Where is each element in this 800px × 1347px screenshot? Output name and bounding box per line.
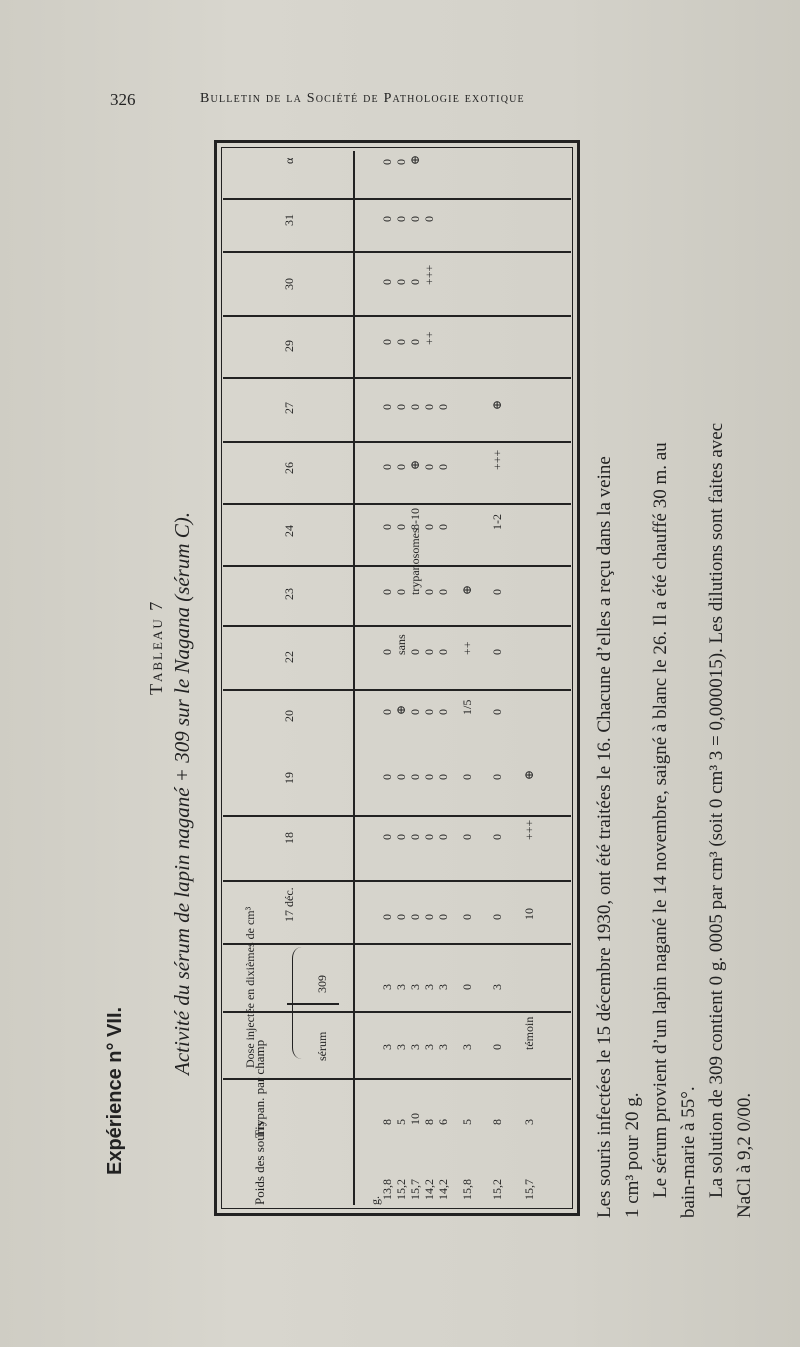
- table-cell: 0: [394, 159, 408, 165]
- table-divider: [223, 251, 571, 253]
- table-divider: [223, 377, 571, 379]
- header-serum: sérum: [315, 1031, 329, 1061]
- table-cell: 0: [436, 649, 450, 655]
- table-cell: 0: [380, 709, 394, 715]
- table-cell: 0: [436, 524, 450, 530]
- table-cell: 0: [380, 216, 394, 222]
- table-cell: 6: [436, 1119, 450, 1125]
- table-divider: [223, 880, 571, 882]
- header-dose: Dose injectée en dixièmes de cm³: [243, 906, 257, 1068]
- table-divider: [223, 503, 571, 505]
- table-cell: 0: [460, 984, 474, 990]
- table-cell: ⊕: [408, 459, 422, 470]
- table-cell: 0: [394, 774, 408, 780]
- table-cell: 0: [460, 834, 474, 840]
- table-cell: 8: [380, 1119, 394, 1125]
- table-cell: 0: [422, 524, 436, 530]
- table-cell: 0: [436, 774, 450, 780]
- table-cell: 15,7: [522, 1179, 536, 1200]
- table-cell: 0: [408, 339, 422, 345]
- experiment-heading: Expérience n° VII.: [104, 1006, 126, 1175]
- table-cell: 3: [380, 984, 394, 990]
- table-cell: ⊕: [460, 584, 474, 595]
- table-cell: 0: [380, 339, 394, 345]
- day-header: 31: [282, 214, 296, 226]
- table-cell: 0: [394, 834, 408, 840]
- table-cell: 10: [522, 908, 536, 920]
- table-cell: 0: [422, 404, 436, 410]
- table-cell: 3: [436, 1044, 450, 1050]
- table-cell: 1-2: [490, 514, 504, 530]
- day-header: 27: [282, 402, 296, 414]
- table-cell: 3: [380, 1044, 394, 1050]
- table-cell: 8: [490, 1119, 504, 1125]
- table-divider: [223, 565, 571, 567]
- table-cell: 0: [490, 914, 504, 920]
- table-cell: 0: [422, 216, 436, 222]
- table-cell: ⊕: [408, 154, 422, 165]
- table-cell: 0: [408, 649, 422, 655]
- table-cell: 0: [422, 709, 436, 715]
- table-cell: 8-10: [408, 508, 422, 530]
- table-cell: +++: [522, 819, 536, 840]
- paragraph-line: La solution de 309 contient 0 g. 0005 par cm³ (soit 0 cm³ 3 = 0,000015). Les dilutions sont faites avec: [706, 422, 727, 1198]
- table-title: Activité du sérum de lapin nagané + 309 sur le Nagana (sérum C).: [170, 511, 194, 1075]
- table-cell: 0: [394, 216, 408, 222]
- table-cell: 3: [460, 1044, 474, 1050]
- table-cell: +++: [422, 264, 436, 285]
- day-header: 24: [282, 525, 296, 537]
- table-cell: 15,2: [394, 1179, 408, 1200]
- header-trypan: Trypan. par champ: [252, 1039, 267, 1138]
- table-cell: 0: [380, 279, 394, 285]
- table-cell: 0: [394, 589, 408, 595]
- table-cell: 15,2: [490, 1179, 504, 1200]
- table-cell: 0: [490, 834, 504, 840]
- table-cell: 15,8: [460, 1179, 474, 1200]
- table-cell: 0: [422, 774, 436, 780]
- results-table: [214, 140, 580, 1216]
- paragraph-line: Les souris infectées le 15 décembre 1930, ont été traitées le 16. Chacune d’elles a reçu dans la veine: [594, 456, 615, 1218]
- day-header: 22: [282, 651, 296, 663]
- table-cell: 3: [522, 1119, 536, 1125]
- page-number: 326: [110, 90, 136, 109]
- table-divider: [223, 815, 571, 817]
- table-cell: ++: [460, 641, 474, 655]
- table-cell: ⊕: [522, 769, 536, 780]
- day-header: 30: [282, 278, 296, 290]
- table-cell: 0: [460, 774, 474, 780]
- table-cell: 1/5: [460, 699, 474, 715]
- table-label: Tableau 7: [146, 599, 166, 695]
- table-cell: 0: [490, 589, 504, 595]
- table-divider: [223, 1011, 571, 1013]
- paragraph-line: 1 cm³ pour 20 g.: [622, 1092, 643, 1218]
- unit-label: g.: [368, 1196, 382, 1205]
- table-cell: 0: [380, 834, 394, 840]
- table-cell: 0: [380, 404, 394, 410]
- table-divider: [223, 198, 571, 200]
- table-cell: 0: [380, 524, 394, 530]
- table-divider: [223, 315, 571, 317]
- table-cell: 0: [408, 914, 422, 920]
- paragraph-line: NaCl à 9,2 0/00.: [734, 1092, 755, 1218]
- table-cell: 0: [394, 464, 408, 470]
- table-cell: 5: [460, 1119, 474, 1125]
- table-cell: 0: [490, 649, 504, 655]
- table-cell: 3: [408, 984, 422, 990]
- table-cell: 0: [422, 649, 436, 655]
- paragraph-line: Le sérum provient d’un lapin nagané le 14 novembre, saigné à blanc le 26. Il a été chauffé 30 m. au: [650, 442, 671, 1198]
- table-cell: 0: [408, 834, 422, 840]
- table-cell: 0: [422, 834, 436, 840]
- table-cell: 13,8: [380, 1179, 394, 1200]
- day-header: 20: [282, 710, 296, 722]
- table-cell: 3: [394, 1044, 408, 1050]
- table-cell: 0: [436, 914, 450, 920]
- header-poids: Poids des souris: [252, 1121, 267, 1205]
- table-cell: 3: [394, 984, 408, 990]
- table-cell: 0: [408, 774, 422, 780]
- table-cell: 0: [380, 914, 394, 920]
- table-cell: 0: [408, 709, 422, 715]
- table-cell: 0: [408, 279, 422, 285]
- table-cell: 0: [408, 216, 422, 222]
- table-cell: 0: [380, 774, 394, 780]
- table-cell: 0: [490, 1044, 504, 1050]
- table-cell: 3: [422, 984, 436, 990]
- table-cell: 15,7: [408, 1179, 422, 1200]
- table-cell: témoin: [522, 1016, 536, 1050]
- day-header: 26: [282, 462, 296, 474]
- table-divider: [223, 441, 571, 443]
- table-cell: 3: [422, 1044, 436, 1050]
- table-cell: +++: [490, 449, 504, 470]
- table-cell: ++: [422, 331, 436, 345]
- table-cell: sans: [394, 634, 408, 655]
- running-header: Bulletin de la Société de Pathologie exotique: [200, 91, 525, 106]
- table-cell: 3: [408, 1044, 422, 1050]
- table-cell: 0: [408, 404, 422, 410]
- table-cell: 0: [436, 464, 450, 470]
- day-header: 17 déc.: [282, 887, 296, 922]
- table-divider: [223, 1078, 571, 1080]
- table-cell: 0: [380, 464, 394, 470]
- table-cell: 8: [422, 1119, 436, 1125]
- day-header: 23: [282, 588, 296, 600]
- table-cell: 0: [380, 649, 394, 655]
- day-header: 29: [282, 340, 296, 352]
- paragraph-line: bain-marie à 55°.: [678, 1086, 699, 1218]
- table-cell: 5: [394, 1119, 408, 1125]
- table-cell: ⊕: [490, 399, 504, 410]
- table-cell: 0: [436, 589, 450, 595]
- table-cell: 0: [436, 834, 450, 840]
- table-cell: 3: [490, 984, 504, 990]
- table-cell: 0: [380, 589, 394, 595]
- table-cell: 0: [460, 914, 474, 920]
- table-cell: trypanosomes: [408, 528, 422, 595]
- table-cell: 0: [422, 464, 436, 470]
- table-cell: 0: [490, 709, 504, 715]
- table-divider: [223, 943, 571, 945]
- table-header-rule: [353, 151, 355, 1205]
- table-cell: 14,2: [422, 1179, 436, 1200]
- day-header: 19: [282, 772, 296, 784]
- table-cell: 0: [436, 404, 450, 410]
- table-cell: 0: [394, 404, 408, 410]
- table-divider: [223, 625, 571, 627]
- table-cell: 10: [408, 1113, 422, 1125]
- table-cell: ⊕: [394, 704, 408, 715]
- table-cell: 3: [436, 984, 450, 990]
- table-divider: [223, 689, 571, 691]
- table-cell: 0: [394, 524, 408, 530]
- day-header: 18: [282, 832, 296, 844]
- table-cell: 0: [394, 914, 408, 920]
- table-cell: 0: [422, 914, 436, 920]
- table-cell: 0: [394, 339, 408, 345]
- table-cell: 14,2: [436, 1179, 450, 1200]
- table-cell: 0: [422, 589, 436, 595]
- header-309: 309: [315, 975, 329, 993]
- table-cell: 0: [394, 279, 408, 285]
- day-header: α: [282, 157, 296, 164]
- table-cell: 0: [380, 159, 394, 165]
- table-cell: 0: [436, 709, 450, 715]
- table-cell: 0: [490, 774, 504, 780]
- dose-brace: [292, 947, 311, 1059]
